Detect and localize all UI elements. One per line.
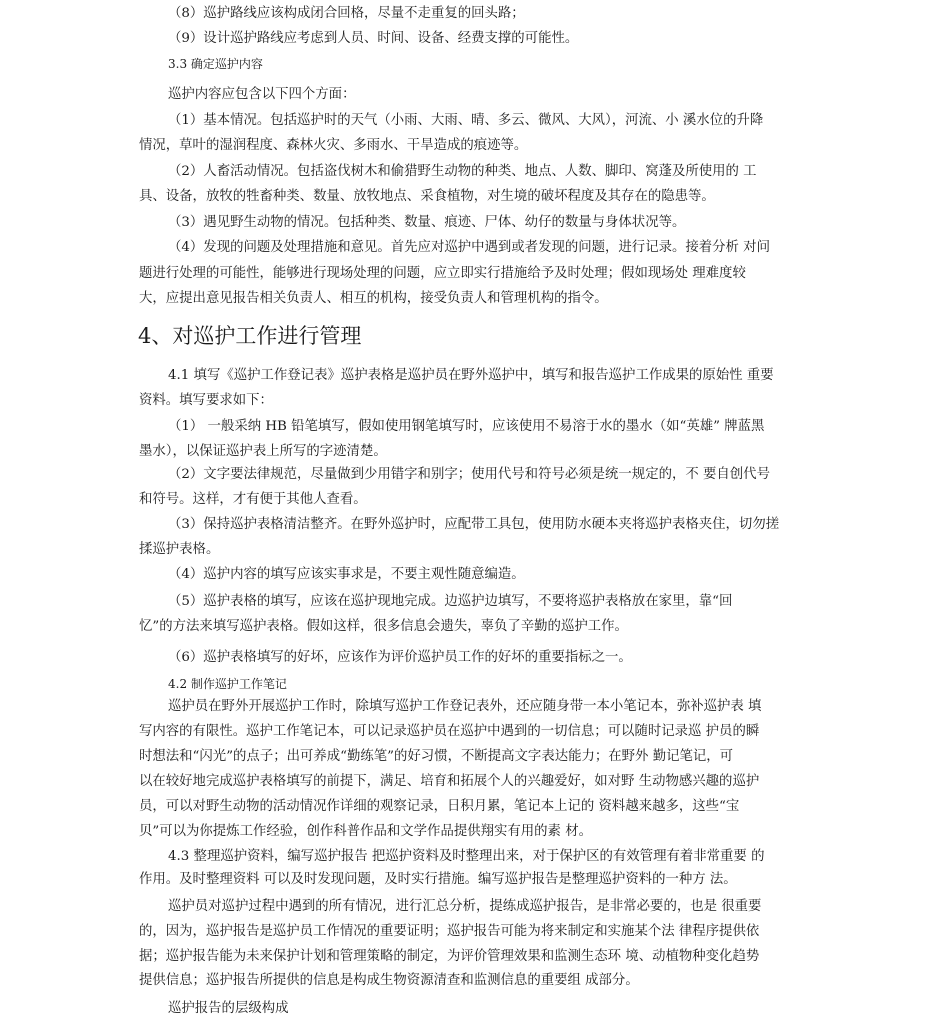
line-text: （1） 一般采纳 HB 铅笔填写，假如使用钢笔填写时，应该使用不易溶于水的墨水（如“英雄” 牌蓝黑 (168, 419, 765, 434)
line-text: 和符号。这样，才有便于其他人查看。 (139, 492, 367, 507)
line-text: 4.3 整理巡护资料，编写巡护报告 把巡护资料及时整理出来，对于保护区的有效管理有着非常重要 的 (168, 849, 765, 864)
line-text: 以在较好地完成巡护表格填写的前提下，满足、培育和拓展个人的兴趣爱好，如对野 生动物感兴趣的巡护 (139, 774, 760, 789)
line-text: （3）遇见野生动物的情况。包括种类、数量、痕迹、尸体、幼仔的数量与身体状况等。 (168, 215, 686, 230)
line-text: 3.3 确定巡护内容 (168, 57, 263, 71)
line-text: 贝”可以为你提炼工作经验，创作科普作品和文学作品提供翔实有用的素 材。 (139, 824, 592, 839)
line-text: 写内容的有限性。巡护工作笔记本，可以记录巡护员在巡护中遇到的一切信息；可以随时记录巡 护员的瞬 (139, 724, 760, 739)
line-text: 员，可以对野生动物的活动情况作详细的观察记录，日积月累，笔记本上记的 资料越来越多，这些“宝 (139, 799, 740, 814)
line-text: 巡护员在野外开展巡护工作时，除填写巡护工作登记表外，还应随身带一本小笔记本，弥补巡护表 填 (168, 699, 762, 714)
line-text: 据；巡护报告能为未来保护计划和管理策略的制定，为评价管理效果和监测生态环 境、动植物种变化趋势 (139, 949, 760, 964)
line-text: 忆”的方法来填写巡护表格。假如这样，很多信息会遗失，辜负了辛勤的巡护工作。 (139, 619, 628, 634)
line-text: （6）巡护表格填写的好坏，应该作为评价巡护员工作的好坏的重要指标之一。 (168, 650, 632, 665)
line-text: 墨水），以保证巡护表上所写的字迹清楚。 (139, 444, 387, 459)
line-text: 4.2 制作巡护工作笔记 (168, 677, 287, 691)
line-text: （2）人畜活动情况。包括盗伐树木和偷猎野生动物的种类、地点、人数、脚印、窝蓬及所使用的 工 (168, 164, 757, 179)
line-text: （9）设计巡护路线应考虑到人员、时间、设备、经费支撑的可能性。 (168, 31, 579, 46)
line-text: （8）巡护路线应该构成闭合回格，尽量不走重复的回头路； (168, 6, 525, 21)
line-text: 4.1 填写《巡护工作登记表》巡护表格是巡护员在野外巡护中，填写和报告巡护工作成果的原始性 重要 (168, 368, 774, 383)
line-text: 作用。及时整理资料 可以及时发现问题，及时实行措施。编写巡护报告是整理巡护资料的一种方 法。 (139, 872, 737, 887)
line-text: 巡护员对巡护过程中遇到的所有情况，进行汇总分析，提练成巡护报告，是非常必要的，也是 很重要 (168, 899, 762, 914)
line-text: 巡护内容应包含以下四个方面： (168, 87, 356, 102)
line-text: 资料。填写要求如下： (139, 393, 273, 408)
line-text: 时想法和“闪光”的点子；出可养成“勤练笔”的好习惯，不断提高文字表达能力；在野外 勤记笔记，可 (139, 749, 734, 764)
line-text: 情况，草叶的湿润程度、森林火灾、多雨水、干旱造成的痕迹等。 (139, 138, 528, 153)
line-text: 巡护报告的层级构成 (168, 1001, 289, 1016)
line-text: （1）基本情况。包括巡护时的天气（小雨、大雨、晴、多云、微风、大风），河流、小 溪水位的升降 (168, 113, 764, 128)
line-text: （5）巡护表格的填写，应该在巡护现地完成。边巡护边填写，不要将巡护表格放在家里，靠“回 (168, 594, 733, 609)
line-text: 的，因为，巡护报告是巡护员工作情况的重要证明；巡护报告可能为将来制定和实施某个法 律程序提供依 (139, 924, 760, 939)
line-text: 提供信息；巡护报告所提供的信息是构成生物资源清查和监测信息的重要组 成部分。 (139, 973, 639, 988)
line-text: 具、设备，放牧的牲畜种类、数量、放牧地点、采食植物，对生境的破坏程度及其存在的隐患等。 (139, 189, 715, 204)
line-text: （2）文字要法律规范，尽量做到少用错字和别字；使用代号和符号必须是统一规定的，不 要自创代号 (168, 467, 770, 482)
line-text: （4）巡护内容的填写应该实事求是，不要主观性随意编造。 (168, 567, 525, 582)
line-text: 4、对巡护工作进行管理 (138, 324, 362, 348)
line-text: 揉巡护表格。 (139, 542, 220, 557)
line-text: 题进行处理的可能性，能够进行现场处理的问题，应立即实行措施给予及时处理；假如现场处 理难度较 (139, 266, 746, 281)
line-text: （4）发现的问题及处理措施和意见。首先应对巡护中遇到或者发现的问题，进行记录。接着分析 对问 (168, 240, 770, 255)
line-text: 大，应提出意见报告相关负责人、相互的机构，接受负责人和管理机构的指令。 (139, 291, 608, 306)
line-text: （3）保持巡护表格清洁整齐。在野外巡护时，应配带工具包，使用防水硬本夹将巡护表格夹住，切勿搓 (168, 517, 780, 532)
